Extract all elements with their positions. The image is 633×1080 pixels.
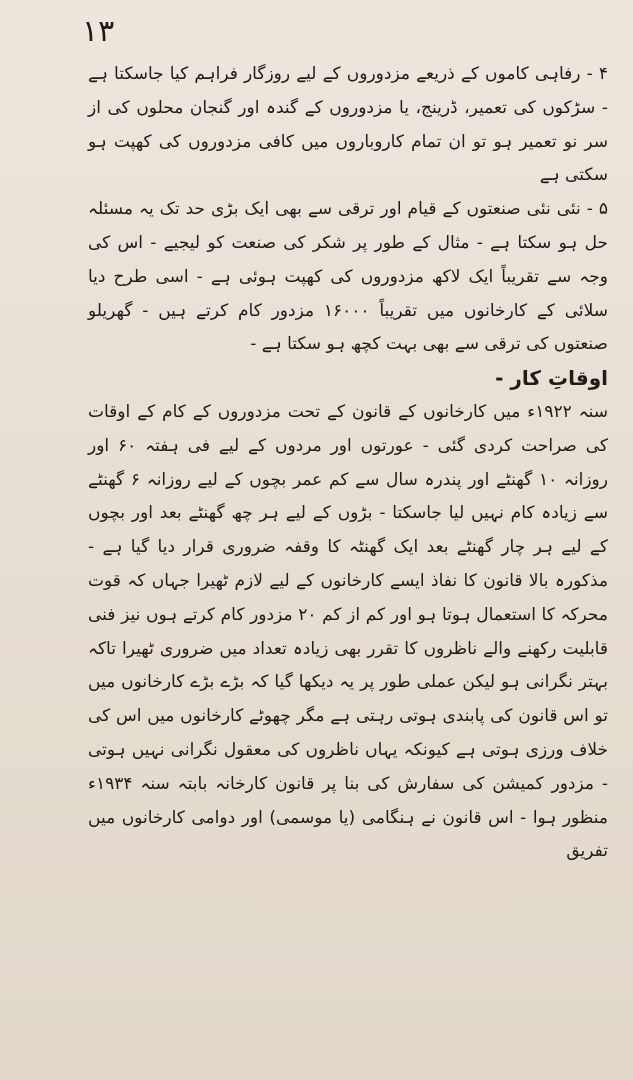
section-body: سنہ ۱۹۲۲ء میں کارخانوں کے قانون کے تحت مزدوروں کے کام کے اوقات کی صراحت کردی گئی - عورتوں اور مردوں کے لیے فی ہفتہ ۶۰ اور روزانہ ۱۰ گھنٹے اور پندرہ سال سے کم عمر بچوں کے لیے روزانہ ۶ گھنٹے سے زیادہ کام نہیں لیا جاسکتا - بڑوں کے لیے ہر چھ گھنٹے بعد اور بچوں کے لیے ہر چار گھنٹے بعد ایک گھنٹہ کا وقفہ ضروری قرار دیا گیا ہے - مذکورہ بالا قانون کا نفاذ ایسے کارخانوں کے لیے لازم ٹھیرا جہاں کہ قوت محرکہ کا استعمال ہوتا ہو اور کم از کم ۲۰ مزدور کام کرتے ہوں نیز فنی قابلیت رکھنے والے ناظروں کا تقرر بھی زیادہ تعداد میں ضروری ٹھیرا تاکہ بہتر نگرانی ہو لیکن عملی طور پر یہ دیکھا گیا کہ بڑے بڑے کارخانوں میں تو اس قانون کی پابندی ہوتی رہتی ہے مگر چھوٹے کارخانوں میں اس کی خلاف ورزی ہوتی ہے کیونکہ یہاں ناظروں کی معقول نگرانی نہیں ہوتی - مزدور کمیشن کی سفارش کی بنا پر قانون کارخانہ بابتہ سنہ ۱۹۳۴ء منظور ہوا - اس قانون نے ہنگامی (یا موسمی) اور دوامی کارخانوں میں تفریق: [88, 401, 609, 862]
page-number: ۱۳: [82, 14, 115, 49]
paragraph-5: ۵ - نئی نئی صنعتوں کے قیام اور ترقی سے بھی ایک بڑی حد تک یہ مسئلہ حل ہو سکتا ہے - مثال کے طور پر شکر کی صنعت کو لیجیے - اس کی وجہ سے تقریباً ایک لاکھ مزدوروں کی کھپت ہوئی ہے - اسی طرح دیا سلائی کے کارخانوں میں تقریباً ۱۶۰۰۰ مزدور کام کرتے ہیں - گھریلو صنعتوں کی ترقی سے بھی بہت کچھ ہو سکتا ہے -: [88, 199, 608, 355]
paragraph-4: ۴ - رفاہی کاموں کے ذریعے مزدوروں کے لیے روزگار فراہم کیا جاسکتا ہے - سڑکوں کی تعمیر، ڈرینج، یا مزدوروں کے گندہ اور گنجان محلوں کی از سر نو تعمیر ہو تو ان تمام کاروباروں میں کافی مزدوروں کی کھپت ہو سکتی ہے: [88, 64, 608, 186]
page-text: [88, 58, 608, 869]
section-heading: اوقاتِ کار -: [495, 366, 608, 391]
